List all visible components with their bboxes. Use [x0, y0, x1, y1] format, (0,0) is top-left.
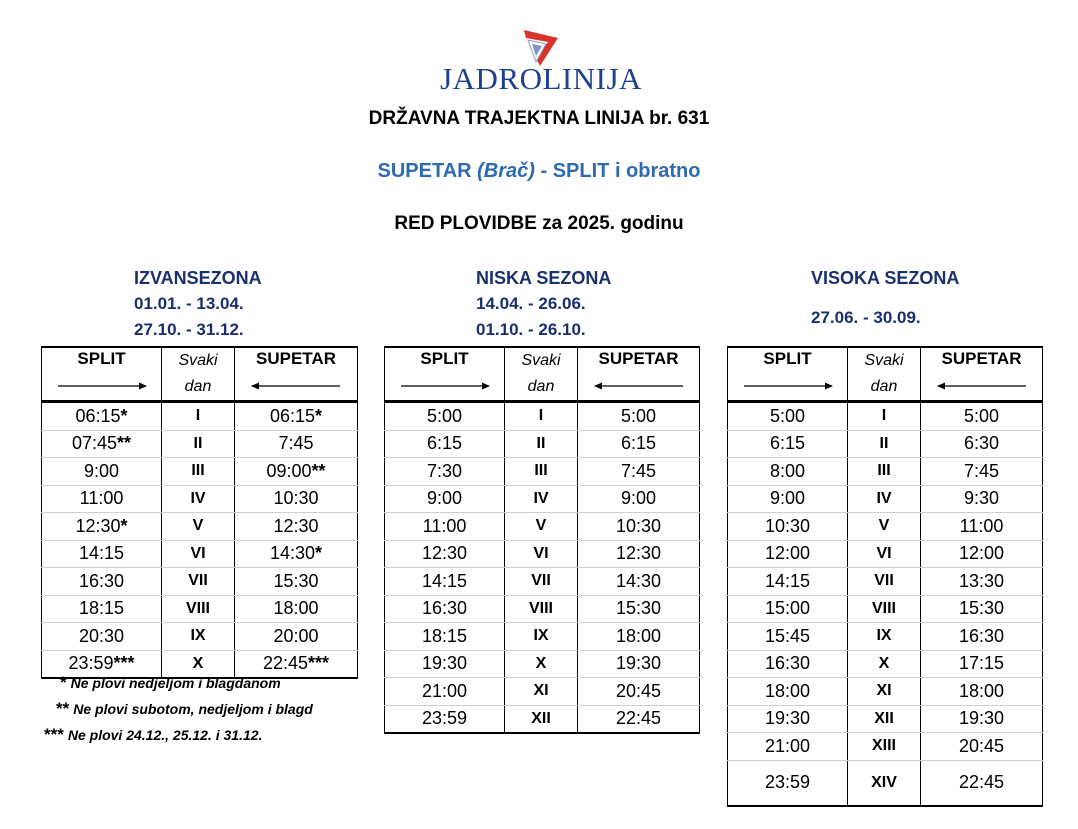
trip-number: II	[848, 430, 921, 458]
header-split: SPLIT	[42, 347, 162, 402]
table-row	[728, 485, 1043, 513]
departure-split: 18:15	[42, 595, 162, 623]
trip-number: VIII	[848, 595, 921, 623]
table-row	[42, 485, 358, 513]
arrow-right-icon	[742, 382, 834, 390]
trip-number: VI	[848, 540, 921, 568]
departure-supetar: 22:45***	[235, 650, 358, 678]
trip-number: XII	[505, 705, 578, 733]
departure-supetar: 18:00	[235, 595, 358, 623]
departure-supetar: 6:30	[921, 430, 1043, 458]
table-row	[42, 568, 358, 596]
departure-supetar: 5:00	[578, 402, 700, 431]
season-heading-niska: NISKA SEZONA 14.04. - 26.06. 01.10. - 26.10.	[476, 268, 612, 339]
trip-number: IV	[848, 485, 921, 513]
departure-split: 9:00	[42, 458, 162, 486]
departure-supetar: 9:30	[921, 485, 1043, 513]
season-heading-izvansezona: IZVANSEZONA 01.01. - 13.04. 27.10. - 31.12.	[134, 268, 262, 339]
arrow-left-icon	[250, 382, 342, 390]
table-row	[728, 733, 1043, 761]
trip-number: III	[848, 458, 921, 486]
departure-supetar: 20:45	[578, 678, 700, 706]
departure-supetar: 20:45	[921, 733, 1043, 761]
trip-number: V	[162, 513, 235, 541]
table-row	[42, 623, 358, 651]
departure-split: 18:00	[728, 678, 848, 706]
departure-supetar: 14:30*	[235, 540, 358, 568]
departure-supetar: 12:30	[578, 540, 700, 568]
table-row	[385, 595, 700, 623]
trip-number: IX	[162, 623, 235, 651]
trip-number: III	[162, 458, 235, 486]
timetable-niska	[384, 346, 700, 734]
trip-number: X	[162, 650, 235, 678]
table-row	[728, 540, 1043, 568]
trip-number: II	[505, 430, 578, 458]
departure-split: 18:15	[385, 623, 505, 651]
footnote: *** Ne plovi 24.12., 25.12. i 31.12.	[44, 725, 263, 744]
table-row	[728, 458, 1043, 486]
table-row	[42, 458, 358, 486]
table-row	[728, 568, 1043, 596]
departure-supetar: 06:15*	[235, 402, 358, 431]
table-header-row	[42, 347, 358, 402]
table-row	[42, 430, 358, 458]
table-row	[385, 623, 700, 651]
trip-number: VI	[505, 540, 578, 568]
footnote: * Ne plovi nedjeljom i blagdanom	[60, 673, 281, 692]
trip-number: VII	[848, 568, 921, 596]
trip-number: I	[162, 402, 235, 431]
schedule-year-title: RED PLOVIDBE za 2025. godinu	[394, 213, 684, 234]
departure-split: 19:30	[385, 650, 505, 678]
trip-number: V	[505, 513, 578, 541]
footnotes	[44, 670, 313, 748]
logo-wordmark: JADROLINIJA	[440, 61, 642, 96]
arrow-right-icon	[399, 382, 491, 390]
timetable-izvansezona	[41, 346, 358, 679]
departure-supetar: 7:45	[921, 458, 1043, 486]
departure-supetar: 11:00	[921, 513, 1043, 541]
departure-supetar: 7:45	[235, 430, 358, 458]
departure-supetar: 22:45	[578, 705, 700, 733]
departure-split: 19:30	[728, 705, 848, 733]
trip-number: VIII	[162, 595, 235, 623]
table-row	[728, 430, 1043, 458]
departure-supetar: 5:00	[921, 402, 1043, 431]
trip-number: VII	[162, 568, 235, 596]
table-row	[728, 402, 1043, 431]
season-heading-visoka: VISOKA SEZONA 27.06. - 30.09.	[811, 268, 960, 327]
departure-supetar: 6:15	[578, 430, 700, 458]
jadrolinija-logo	[416, 28, 666, 98]
departure-split: 6:15	[728, 430, 848, 458]
table-row	[42, 595, 358, 623]
departure-split: 14:15	[42, 540, 162, 568]
trip-number: VIII	[505, 595, 578, 623]
departure-supetar: 12:30	[235, 513, 358, 541]
departure-split: 9:00	[385, 485, 505, 513]
departure-split: 8:00	[728, 458, 848, 486]
table-row	[728, 650, 1043, 678]
trip-number: IV	[162, 485, 235, 513]
departure-split: 20:30	[42, 623, 162, 651]
departure-supetar: 18:00	[921, 678, 1043, 706]
route-subtitle: SUPETAR (Brač) - SPLIT i obratno	[377, 160, 701, 182]
header-svaki-dan: Svaki dan	[505, 347, 578, 402]
departure-split: 9:00	[728, 485, 848, 513]
departure-split: 10:30	[728, 513, 848, 541]
table-row	[385, 650, 700, 678]
departure-split: 15:45	[728, 623, 848, 651]
header-svaki-dan: Svaki dan	[848, 347, 921, 402]
trip-number: IX	[505, 623, 578, 651]
departure-supetar: 16:30	[921, 623, 1043, 651]
trip-number: VI	[162, 540, 235, 568]
trip-number: IV	[505, 485, 578, 513]
departure-split: 21:00	[385, 678, 505, 706]
departure-supetar: 19:30	[921, 705, 1043, 733]
table-row	[728, 760, 1043, 806]
departure-supetar: 9:00	[578, 485, 700, 513]
trip-number: I	[848, 402, 921, 431]
departure-supetar: 12:00	[921, 540, 1043, 568]
departure-supetar: 20:00	[235, 623, 358, 651]
departure-split: 5:00	[728, 402, 848, 431]
departure-split: 5:00	[385, 402, 505, 431]
departure-split: 15:00	[728, 595, 848, 623]
header-supetar: SUPETAR	[921, 347, 1043, 402]
trip-number: XI	[848, 678, 921, 706]
table-row	[385, 458, 700, 486]
header-supetar: SUPETAR	[235, 347, 358, 402]
table-row	[42, 513, 358, 541]
route-title: DRŽAVNA TRAJEKTNA LINIJA br. 631	[368, 108, 710, 129]
departure-supetar: 7:45	[578, 458, 700, 486]
timetable-visoka	[727, 346, 1043, 807]
table-row	[385, 705, 700, 733]
table-row	[728, 705, 1043, 733]
trip-number: XII	[848, 705, 921, 733]
trip-number: III	[505, 458, 578, 486]
trip-number: IX	[848, 623, 921, 651]
departure-supetar: 15:30	[235, 568, 358, 596]
departure-split: 12:00	[728, 540, 848, 568]
departure-split: 14:15	[385, 568, 505, 596]
trip-number: X	[505, 650, 578, 678]
departure-split: 23:59	[385, 705, 505, 733]
departure-split: 07:45**	[42, 430, 162, 458]
departure-split: 11:00	[385, 513, 505, 541]
trip-number: X	[848, 650, 921, 678]
departure-split: 12:30*	[42, 513, 162, 541]
table-row	[728, 595, 1043, 623]
table-row	[385, 568, 700, 596]
departure-split: 14:15	[728, 568, 848, 596]
departure-split: 16:30	[728, 650, 848, 678]
departure-split: 06:15*	[42, 402, 162, 431]
trip-number: XI	[505, 678, 578, 706]
table-row	[385, 678, 700, 706]
departure-split: 6:15	[385, 430, 505, 458]
table-header-row	[385, 347, 700, 402]
table-row	[42, 540, 358, 568]
table-row	[385, 540, 700, 568]
header-supetar: SUPETAR	[578, 347, 700, 402]
departure-split: 16:30	[42, 568, 162, 596]
table-row	[385, 513, 700, 541]
departure-supetar: 09:00**	[235, 458, 358, 486]
departure-split: 23:59***	[42, 650, 162, 678]
departure-supetar: 15:30	[578, 595, 700, 623]
departure-split: 16:30	[385, 595, 505, 623]
arrow-left-icon	[593, 382, 685, 390]
header-svaki-dan: Svaki dan	[162, 347, 235, 402]
header-split: SPLIT	[728, 347, 848, 402]
trip-number: XIV	[848, 760, 921, 806]
arrow-right-icon	[56, 382, 148, 390]
departure-supetar: 13:30	[921, 568, 1043, 596]
departure-supetar: 15:30	[921, 595, 1043, 623]
table-row	[385, 485, 700, 513]
table-row	[728, 623, 1043, 651]
trip-number: II	[162, 430, 235, 458]
table-row	[728, 513, 1043, 541]
trip-number: V	[848, 513, 921, 541]
footnote: ** Ne plovi subotom, nedjeljom i blagd	[56, 699, 313, 718]
arrow-left-icon	[936, 382, 1028, 390]
departure-supetar: 22:45	[921, 760, 1043, 806]
table-row	[728, 678, 1043, 706]
table-row	[42, 402, 358, 431]
departure-supetar: 19:30	[578, 650, 700, 678]
trip-number: XIII	[848, 733, 921, 761]
departure-split: 21:00	[728, 733, 848, 761]
table-header-row	[728, 347, 1043, 402]
header-split: SPLIT	[385, 347, 505, 402]
table-row	[385, 402, 700, 431]
table-row	[385, 430, 700, 458]
departure-split: 7:30	[385, 458, 505, 486]
departure-supetar: 10:30	[235, 485, 358, 513]
departure-supetar: 14:30	[578, 568, 700, 596]
departure-split: 23:59	[728, 760, 848, 806]
departure-supetar: 10:30	[578, 513, 700, 541]
departure-split: 11:00	[42, 485, 162, 513]
trip-number: VII	[505, 568, 578, 596]
departure-supetar: 18:00	[578, 623, 700, 651]
departure-split: 12:30	[385, 540, 505, 568]
trip-number: I	[505, 402, 578, 431]
departure-supetar: 17:15	[921, 650, 1043, 678]
